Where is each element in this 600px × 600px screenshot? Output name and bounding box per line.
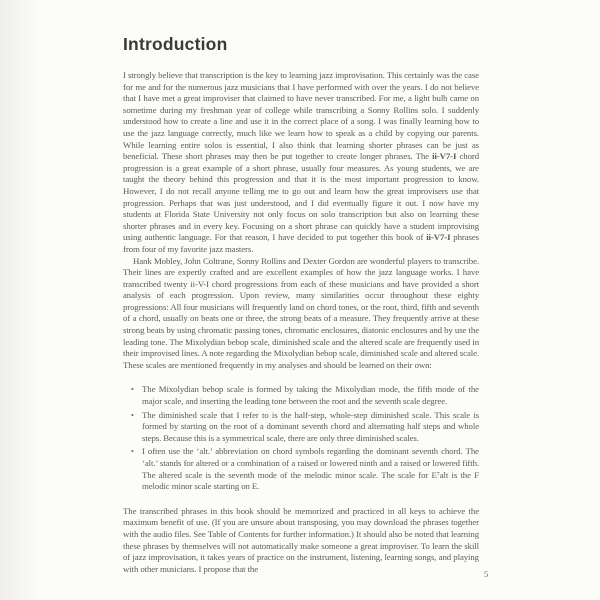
text-run: phrases from four of my favorite jazz masters. [123, 232, 479, 254]
text-run: chord progression is a great example of a short phrase, usually four measures. As young students, we are taught the theory behind this progression and that it is the most important progression to know. However, I do not recall anyone telling me to go out and learn how the great improvisers use that progression. Perhaps that was just understood, and I did eventually figure it out. I now have my students at Florida State University not only focus on solo transcription but also on learning these shorter phrases and in every key. Focusing on a short phrase can quickly have a student improvising using authentic language. For that reason, I have decided to put together this book of [123, 151, 479, 243]
list-item [131, 410, 479, 445]
page-edge-shading [0, 0, 48, 600]
scale-notes-list [131, 384, 479, 492]
text-run: The diminished scale that I refer to is the half-step, whole-step diminished scale. This scale is formed by starting on the root of a dominant seventh chord and alternating half steps and whole steps. Because this is a symmetrical scale, there are only three diminished scales. [142, 409, 479, 443]
page-title: Introduction [123, 34, 228, 54]
page-body [123, 70, 479, 575]
book-page [123, 34, 479, 575]
bold-text-run: ii-V7-I [426, 232, 451, 243]
paragraph [123, 506, 479, 576]
text-run: Hank Mobley, John Coltrane, Sonny Rollins and Dexter Gordon are wonderful players to transcribe. Their lines are expertly crafted and are excellent examples of how the jazz language works. I have transcribed twenty ii-V-I chord progressions from each of these musicians and have provided a short analysis of each progression. Upon review, many similarities occur throughout these eighty progressions: All four musicians will frequently land on chord tones, or the root, third, fifth and seventh of a chord, usually on beats one or three, the strong beats of a measure. They frequently arrive at these strong beats by using chromatic passing tones, chromatic enclosures, diatonic enclosures and by use the leading tone. The Mixolydian bebop scale, diminished scale and the altered scale are frequently used in their improvised lines. A note regarding the Mixolydian bebop scale, diminished scale and altered scale. These scales are mentioned frequently in my analyses and should be learned on their own: [123, 255, 479, 370]
text-run: I often use the ‘alt.’ abbreviation on chord symbols regarding the dominant seventh chord. The ‘alt.’ stands for altered or a combination of a raised or lowered ninth and a raised or lowered fifth. The altered scale is the seventh mode of the melodic minor scale. The scale for E⁷alt is the F melodic minor scale starting on E. [142, 446, 479, 492]
text-run: The Mixolydian bebop scale is formed by taking the Mixolydian mode, the fifth mode of the major scale, and inserting the leading tone between the root and the seventh scale degree. [142, 384, 479, 407]
paragraph [123, 256, 479, 372]
list-item [131, 384, 479, 407]
text-run: I strongly believe that transcription is the key to learning jazz improvisation. This certainly was the case for me and for the numerous jazz musicians that I have performed with over the years. I do not believe that I have met a great improviser that claimed to have never transcribed. For me, a light bulb came on sometime during my freshman year of college while transcribing a Sonny Rollins solo. I suddenly understood how to create a line and use it in the correct place of a song. I was finally learning how to use the jazz language correctly, much like we learn how to speak as a child by copying our parents. While learning entire solos is essential, I also think that learning shorter phrases can be just as beneficial. These short phrases may then be put together to create longer phrases. The [123, 70, 479, 162]
paragraph [123, 70, 479, 256]
page-number: 5 [484, 569, 489, 579]
text-run: The transcribed phrases in this book should be memorized and practiced in all keys to achieve the maximum benefit of use. (If you are unsure about transposing, you may download the phrases together with the audio files. See Table of Contents for further information.) It should also be noted that learning these phrases by themselves will not automatically make someone a great improviser. To learn the skill of jazz improvisation, it takes years of practice on the instrument, listening, learning songs, and playing with other musicians. I propose that the [123, 505, 479, 574]
list-item [131, 446, 479, 492]
bold-text-run: ii-V7-I [432, 151, 457, 162]
